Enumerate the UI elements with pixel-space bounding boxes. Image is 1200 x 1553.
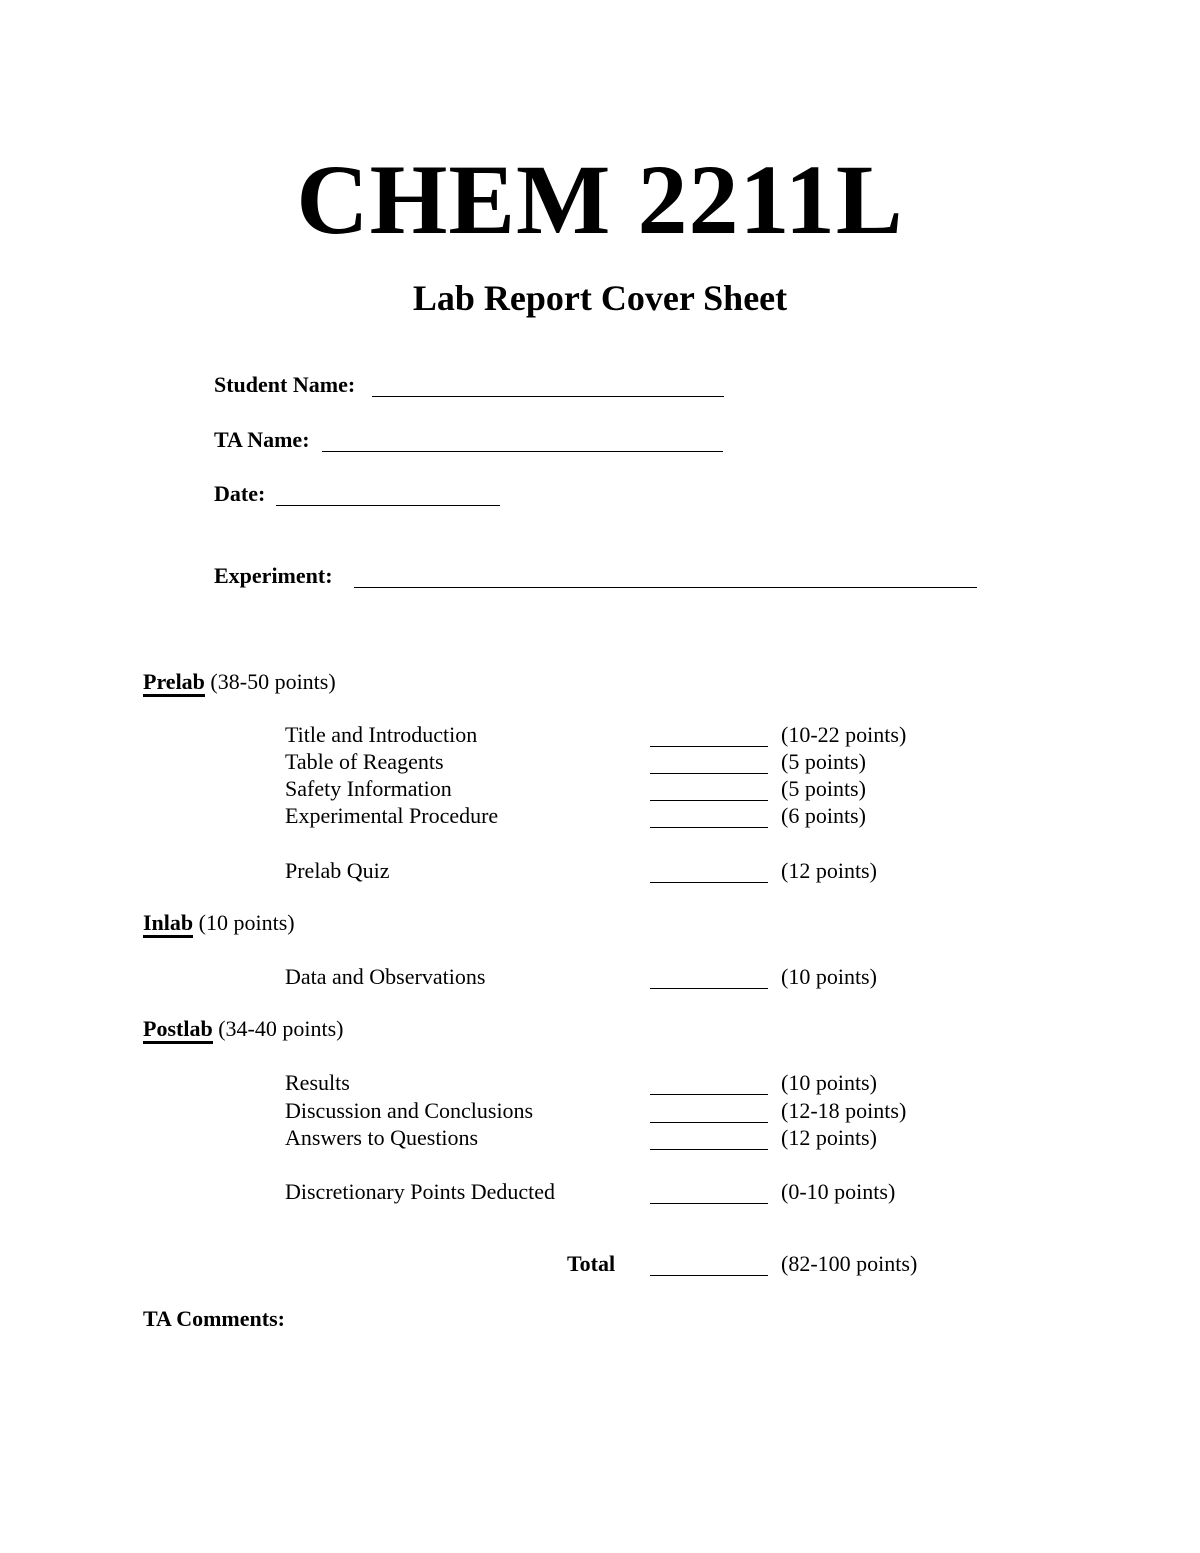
row-points: (10-22 points): [781, 722, 907, 747]
row-label: Table of Reagents: [285, 749, 444, 774]
section-name: Prelab: [143, 671, 205, 697]
score-blank[interactable]: [650, 1203, 768, 1204]
section-range: (34-40 points): [218, 1016, 344, 1041]
score-blank[interactable]: [650, 827, 768, 828]
row-label: Answers to Questions: [285, 1125, 479, 1150]
total-label: Total: [567, 1251, 616, 1276]
section-postlab-heading: [143, 1016, 343, 1044]
ta-comments-label: TA Comments:: [143, 1306, 285, 1331]
score-blank[interactable]: [650, 746, 768, 747]
ta-name-label: TA Name:: [214, 427, 310, 452]
section-range: (38-50 points): [210, 669, 336, 694]
experiment-field[interactable]: [354, 587, 977, 588]
section-prelab-heading: [143, 669, 336, 697]
section-inlab-heading: [143, 910, 295, 938]
score-blank[interactable]: [650, 1149, 768, 1150]
page-subtitle: Lab Report Cover Sheet: [412, 278, 788, 318]
date-field[interactable]: [276, 505, 500, 506]
score-blank[interactable]: [650, 1122, 768, 1123]
row-points: (5 points): [781, 749, 866, 774]
score-blank[interactable]: [650, 1094, 768, 1095]
experiment-label: Experiment:: [214, 563, 333, 588]
row-label: Safety Information: [285, 776, 452, 801]
total-score-blank[interactable]: [650, 1275, 768, 1276]
student-name-field[interactable]: [372, 396, 724, 397]
student-name-label: Student Name:: [214, 372, 356, 397]
row-points: (10 points): [781, 1070, 877, 1095]
ta-name-field[interactable]: [322, 451, 723, 452]
row-points: (12-18 points): [781, 1098, 907, 1123]
score-blank[interactable]: [650, 988, 768, 989]
row-label: Title and Introduction: [285, 722, 478, 747]
row-label: Data and Observations: [285, 964, 486, 989]
row-label: Discussion and Conclusions: [285, 1098, 534, 1123]
score-blank[interactable]: [650, 773, 768, 774]
page-title: CHEM 2211L: [296, 144, 904, 255]
row-label: Results: [285, 1070, 350, 1095]
score-blank[interactable]: [650, 800, 768, 801]
row-points: (0-10 points): [781, 1179, 896, 1204]
section-name: Postlab: [143, 1018, 213, 1044]
date-label: Date:: [214, 481, 266, 506]
score-blank[interactable]: [650, 882, 768, 883]
row-label: Experimental Procedure: [285, 803, 499, 828]
row-points: (12 points): [781, 1125, 877, 1150]
row-label: Prelab Quiz: [285, 858, 390, 883]
row-points: (6 points): [781, 803, 866, 828]
row-points: (5 points): [781, 776, 866, 801]
total-points: (82-100 points): [781, 1251, 918, 1276]
row-points: (10 points): [781, 964, 877, 989]
section-name: Inlab: [143, 912, 193, 938]
row-points: (12 points): [781, 858, 877, 883]
section-range: (10 points): [198, 910, 295, 935]
row-label: Discretionary Points Deducted: [285, 1179, 556, 1204]
